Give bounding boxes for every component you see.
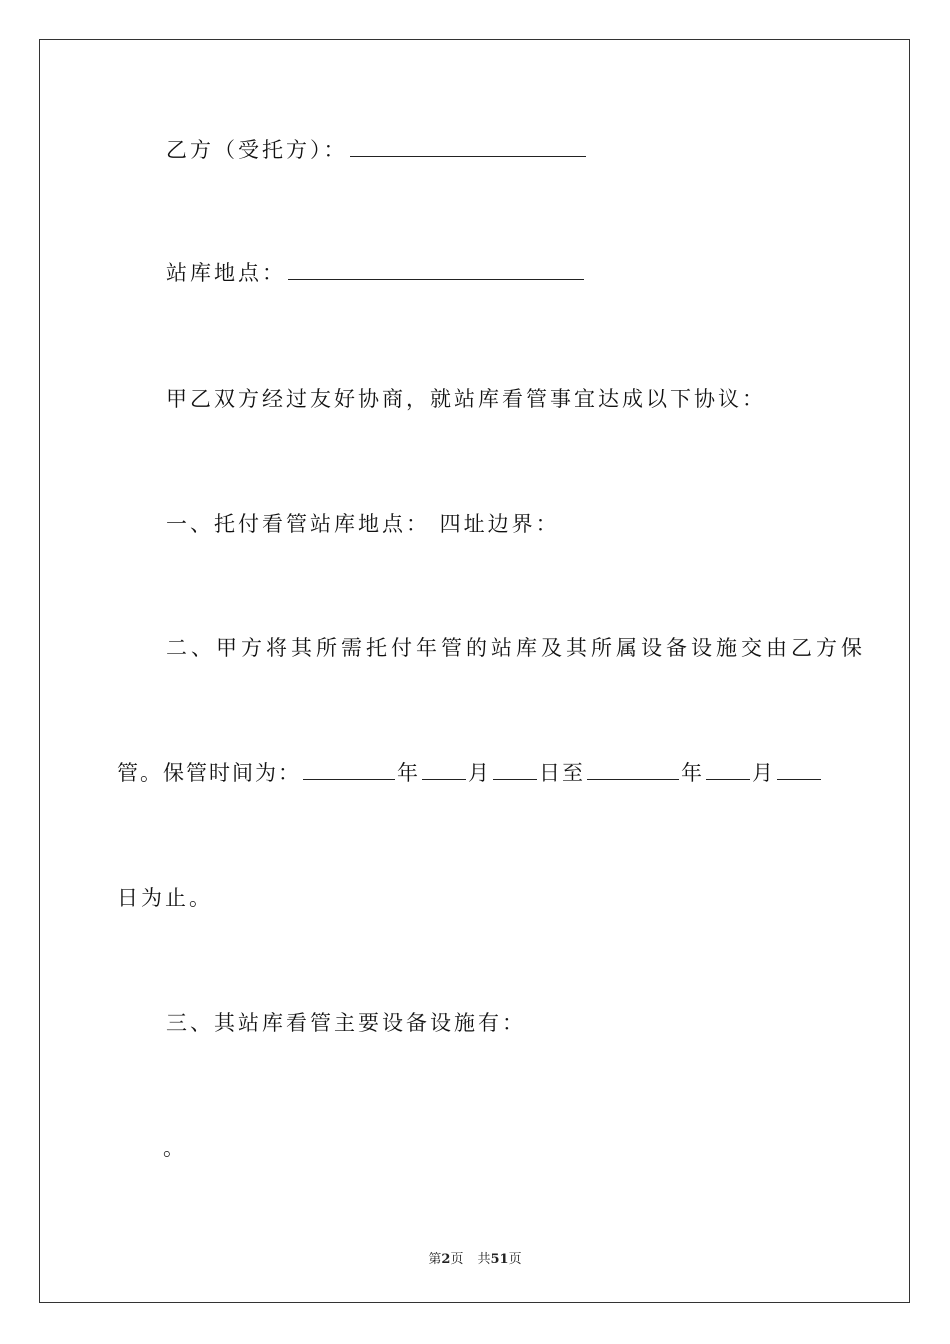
clause-2-line-3: 日为止。 (117, 886, 213, 910)
footer-page-prefix: 第 (428, 1252, 442, 1267)
clause-1: 一、托付看管站库地点： 四址边界： (166, 512, 560, 536)
footer-total-number: 51 (490, 1252, 509, 1267)
start-month-blank (422, 759, 466, 780)
year-char-2: 年 (681, 761, 704, 785)
footer-page-suffix: 页 (450, 1252, 464, 1267)
day-to-text: 日至 (539, 761, 585, 785)
party-b-label: 乙方（受托方）： (166, 138, 348, 162)
end-year-blank (587, 759, 679, 780)
year-char: 年 (397, 761, 420, 785)
period-mark: 。 (163, 1136, 187, 1160)
clause-3: 三、其站库看管主要设备设施有： (166, 1011, 526, 1035)
start-day-blank (493, 759, 537, 780)
month-char-2: 月 (752, 761, 775, 785)
footer-total-suffix: 页 (508, 1252, 522, 1267)
location-label: 站库地点： (166, 261, 286, 285)
footer-total-prefix: 共 (477, 1252, 491, 1267)
start-year-blank (303, 759, 395, 780)
location-blank (288, 259, 584, 280)
storage-period-label: 管。保管时间为： (117, 761, 301, 785)
month-char: 月 (468, 761, 491, 785)
end-day-blank (777, 759, 821, 780)
footer-page-number: 2 (441, 1252, 451, 1267)
clause-2-line-1: 二、甲方将其所需托付年管的站库及其所属设备设施交由乙方保 (166, 636, 866, 660)
intro-paragraph: 甲乙双方经过友好协商，就站库看管事宜达成以下协议： (166, 387, 766, 411)
end-month-blank (706, 759, 750, 780)
clause-2-line-2 (117, 759, 823, 787)
page-footer (0, 1248, 950, 1267)
party-b-line (166, 136, 588, 164)
party-b-blank (350, 136, 586, 157)
page-border (39, 39, 910, 1303)
location-line (166, 259, 586, 287)
